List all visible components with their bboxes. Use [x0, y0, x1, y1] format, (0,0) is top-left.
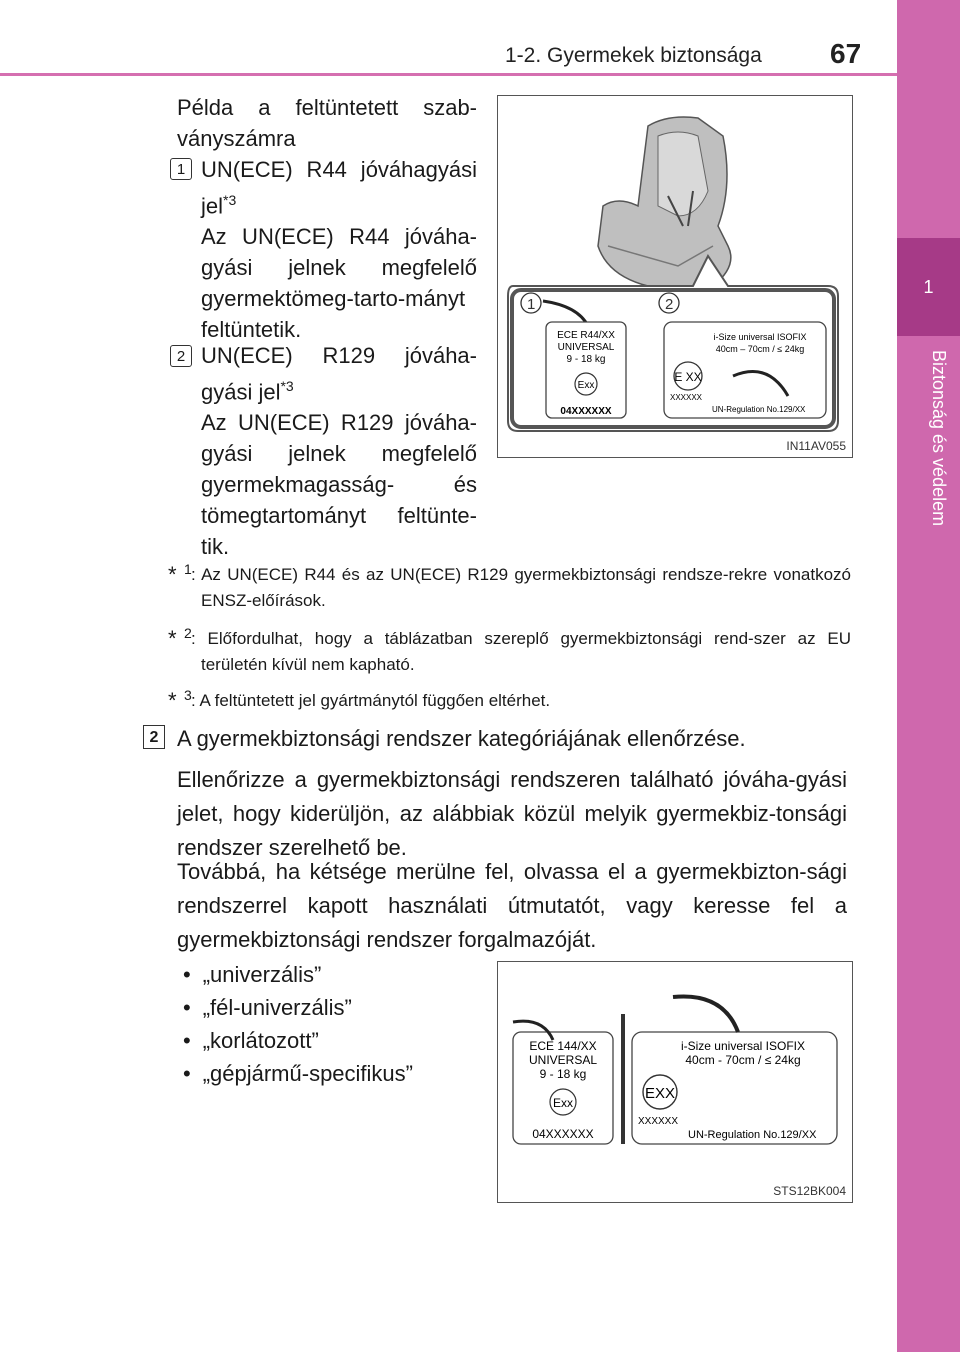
page-number: 67	[830, 38, 862, 69]
figure-2-code: STS12BK004	[773, 1184, 846, 1198]
svg-text:i-Size universal ISOFIX: i-Size universal ISOFIX	[713, 332, 807, 342]
figure-1-code: IN11AV055	[786, 439, 846, 453]
svg-text:40cm - 70cm / ≤ 24kg: 40cm - 70cm / ≤ 24kg	[685, 1053, 801, 1067]
svg-text:04XXXXXX: 04XXXXXX	[560, 406, 612, 417]
svg-text:E XX: E XX	[674, 370, 702, 384]
step-number: 2	[143, 725, 165, 749]
item-1-description: Az UN(ECE) R44 jóváha-gyási jelnek megfelelő gyermektömeg-tarto-mányt feltüntetik.	[201, 224, 477, 343]
svg-text:UN-Regulation No.129/XX: UN-Regulation No.129/XX	[688, 1129, 817, 1141]
list-item: • „korlátozott”	[183, 1024, 413, 1057]
item-2: UN(ECE) R129 jóváha- gyási jel$^{*3}$ Az UN(ECE) R129 jóváha-gyási jelnek megfelelő gyermekmagasság- és tömegtartományt feltünte-tik.	[201, 340, 477, 562]
chapter-side-tab	[897, 0, 960, 1352]
list-item: • „fél-univerzális”	[183, 991, 413, 1024]
item-1: UN(ECE) R44 jóváhagyási jel$^{*3}$ Az UN(ECE) R44 jóváha-gyási jelnek megfelelő gyermektömeg-tarto-mányt feltüntetik.	[201, 154, 477, 345]
item-number-2: 2	[170, 345, 192, 367]
svg-text:9 - 18 kg: 9 - 18 kg	[539, 1067, 587, 1081]
section-title: 1-2. Gyermekek biztonsága	[505, 44, 762, 67]
item-2-description: Az UN(ECE) R129 jóváha-gyási jelnek megfelelő gyermekmagasság- és tömegtartományt feltünte-tik.	[201, 410, 477, 560]
footnote-3: * 3 : A feltüntetett jel gyártmánytól függően eltérhet.	[168, 687, 551, 713]
svg-text:Exx: Exx	[577, 380, 595, 391]
intro-text: Példa a feltüntetett szab- ványszámra	[177, 95, 477, 151]
callout-1: 1	[527, 296, 536, 313]
svg-text:04XXXXXX: 04XXXXXX	[532, 1127, 594, 1141]
header-divider	[0, 73, 897, 76]
item-number-1: 1	[170, 158, 192, 180]
svg-text:UNIVERSAL: UNIVERSAL	[557, 342, 615, 353]
svg-text:ECE 144/XX: ECE 144/XX	[529, 1039, 597, 1053]
step-paragraph-2: Továbbá, ha kétsége merülne fel, olvassa el a gyermekbizton-sági rendszerrel kapott használati útmutatót, vagy keresse fel a gyermekbiztonsági rendszer forgalmazóját.	[177, 859, 847, 952]
step-paragraph-1: Ellenőrizze a gyermekbiztonsági rendszeren található jóváha-gyási jelet, hogy kiderüljön, az alábbiak közül melyik gyermekbiz-tonsági rendszer szerelhető be.	[177, 767, 847, 860]
list-item: • „univerzális”	[183, 958, 413, 991]
svg-text:XXXXXX: XXXXXX	[670, 393, 703, 402]
footnote-2: * 2 : Előfordulhat, hogy a táblázatban szereplő gyermekbiztonsági rend-szer az EU területén kívül nem kapható.	[168, 625, 851, 674]
approval-labels-illustration	[498, 962, 851, 1202]
svg-text:Exx: Exx	[552, 1096, 574, 1110]
figure-approval-labels	[497, 961, 853, 1203]
chapter-title: Biztonság és védelem	[929, 350, 949, 527]
footnote-1: * 1 : Az UN(ECE) R44 és az UN(ECE) R129 gyermekbiztonsági rendsze-rekre vonatkozó ENSZ-előírások.	[168, 561, 851, 610]
svg-text:i-Size universal ISOFIX: i-Size universal ISOFIX	[680, 1039, 806, 1053]
child-seat-illustration	[498, 96, 851, 456]
category-list	[183, 958, 413, 1090]
svg-text:40cm – 70cm / ≤ 24kg: 40cm – 70cm / ≤ 24kg	[715, 344, 805, 354]
list-item: • „gépjármű-specifikus”	[183, 1057, 413, 1090]
svg-text:UNIVERSAL: UNIVERSAL	[528, 1053, 598, 1067]
figure-child-seat-labels	[497, 95, 853, 458]
svg-text:9 - 18 kg: 9 - 18 kg	[566, 354, 606, 365]
svg-text:UN-Regulation No.129/XX: UN-Regulation No.129/XX	[712, 405, 806, 414]
step-heading: A gyermekbiztonsági rendszer kategóriájának ellenőrzése.	[177, 726, 746, 751]
svg-text:EXX: EXX	[644, 1085, 676, 1102]
svg-text:ECE R44/XX: ECE R44/XX	[557, 330, 615, 341]
chapter-number: 1	[897, 238, 960, 336]
callout-2: 2	[665, 296, 674, 313]
svg-text:XXXXXX: XXXXXX	[638, 1116, 679, 1127]
